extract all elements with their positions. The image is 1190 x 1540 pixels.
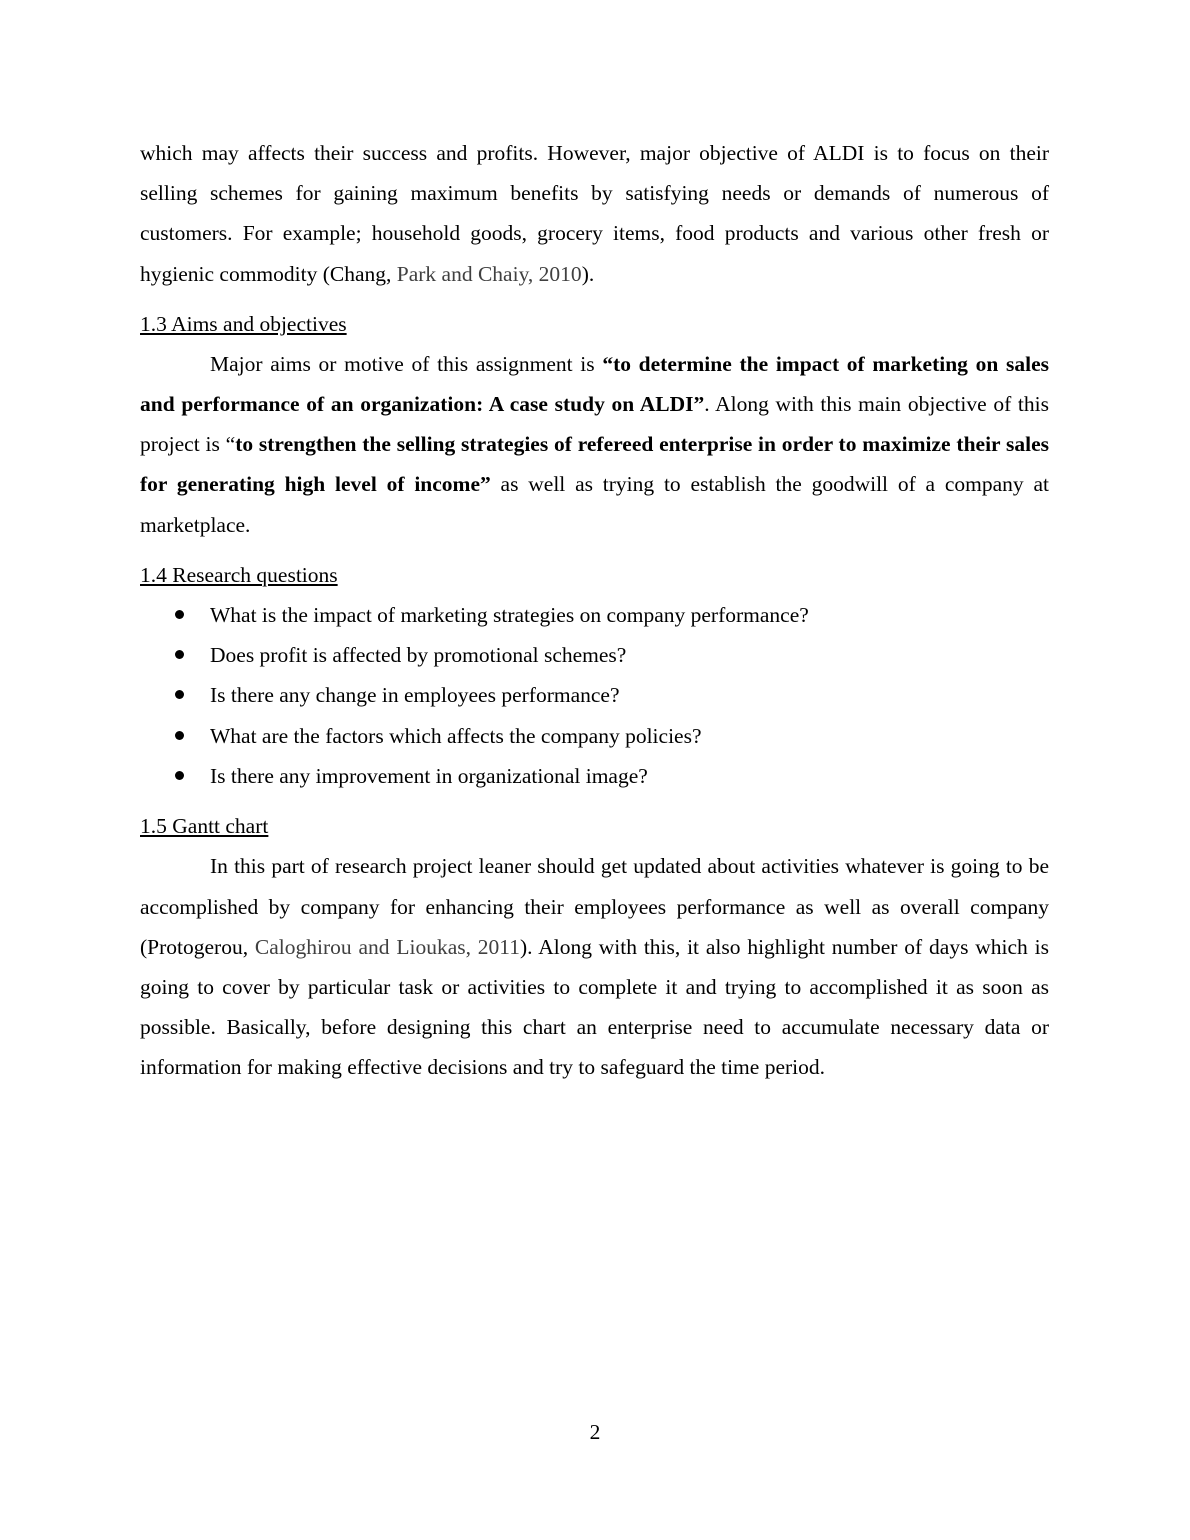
page-number: 2 bbox=[589, 1420, 601, 1444]
list-item bbox=[140, 635, 1049, 675]
gantt-lead: In this part of research project leaner should get updated about activities whatever is going to be accomplished by company for enhancing their employees performance as well as overall company (Protogerou, bbox=[140, 854, 1049, 959]
list-item bbox=[140, 716, 1049, 756]
bullet-icon bbox=[175, 610, 184, 619]
intro-paragraph bbox=[140, 133, 1049, 294]
intro-citation: Park and Chaiy, 2010 bbox=[396, 261, 582, 286]
bullet-icon bbox=[175, 690, 184, 699]
list-item bbox=[140, 675, 1049, 715]
aims-lead: Major aims or motive of this assignment is bbox=[210, 351, 603, 376]
aims-bold-objective: to strengthen the selling strategies of refereed enterprise in order to maximize their sales for generating high level of income” bbox=[140, 432, 1049, 497]
intro-close: ). bbox=[581, 261, 595, 286]
list-item-text: Is there any change in employees performance? bbox=[210, 683, 620, 708]
list-item-text: Is there any improvement in organizational image? bbox=[210, 764, 648, 789]
aims-tail: as well as trying to establish the goodwill of a company at marketplace. bbox=[140, 472, 1049, 537]
list-item-text: What is the impact of marketing strategies on company performance? bbox=[210, 602, 809, 627]
list-item bbox=[140, 595, 1049, 635]
bullet-icon bbox=[175, 771, 184, 780]
aims-mid: . Along with this main objective of this project is “ bbox=[140, 392, 1049, 457]
heading-research-questions: 1.4 Research questions bbox=[140, 562, 338, 587]
gantt-tail: ). Along with this, it also highlight number of days which is going to cover by particular task or activities to complete it and trying to accomplished it as soon as possible. Basically, before designing this chart an enterprise need to accumulate necessary data or information for making effective decisions and try to safeguard the time period. bbox=[140, 934, 1049, 1080]
gantt-paragraph bbox=[140, 846, 1049, 1087]
aims-bold-aim: “to determine the impact of marketing on sales and performance of an organization: A case study on ALDI” bbox=[140, 351, 1050, 417]
list-item-text: What are the factors which affects the company policies? bbox=[210, 723, 702, 748]
bullet-icon bbox=[175, 650, 184, 659]
research-questions-list bbox=[140, 595, 1049, 796]
document-page bbox=[140, 133, 1049, 1088]
list-item bbox=[140, 756, 1049, 796]
bullet-icon bbox=[175, 731, 184, 740]
gantt-citation: Caloghirou and Lioukas, 2011 bbox=[254, 934, 521, 959]
list-item-text: Does profit is affected by promotional schemes? bbox=[210, 643, 627, 668]
intro-text: which may affects their success and profits. However, major objective of ALDI is to focus on their selling schemes for gaining maximum benefits by satisfying needs or demands of numerous of customers. For example; household goods, grocery items, food products and various other fresh or hygienic commodity (Chang, bbox=[140, 141, 1049, 286]
heading-gantt-chart: 1.5 Gantt chart bbox=[140, 814, 269, 839]
heading-aims-objectives: 1.3 Aims and objectives bbox=[140, 311, 347, 336]
aims-paragraph bbox=[140, 344, 1049, 545]
